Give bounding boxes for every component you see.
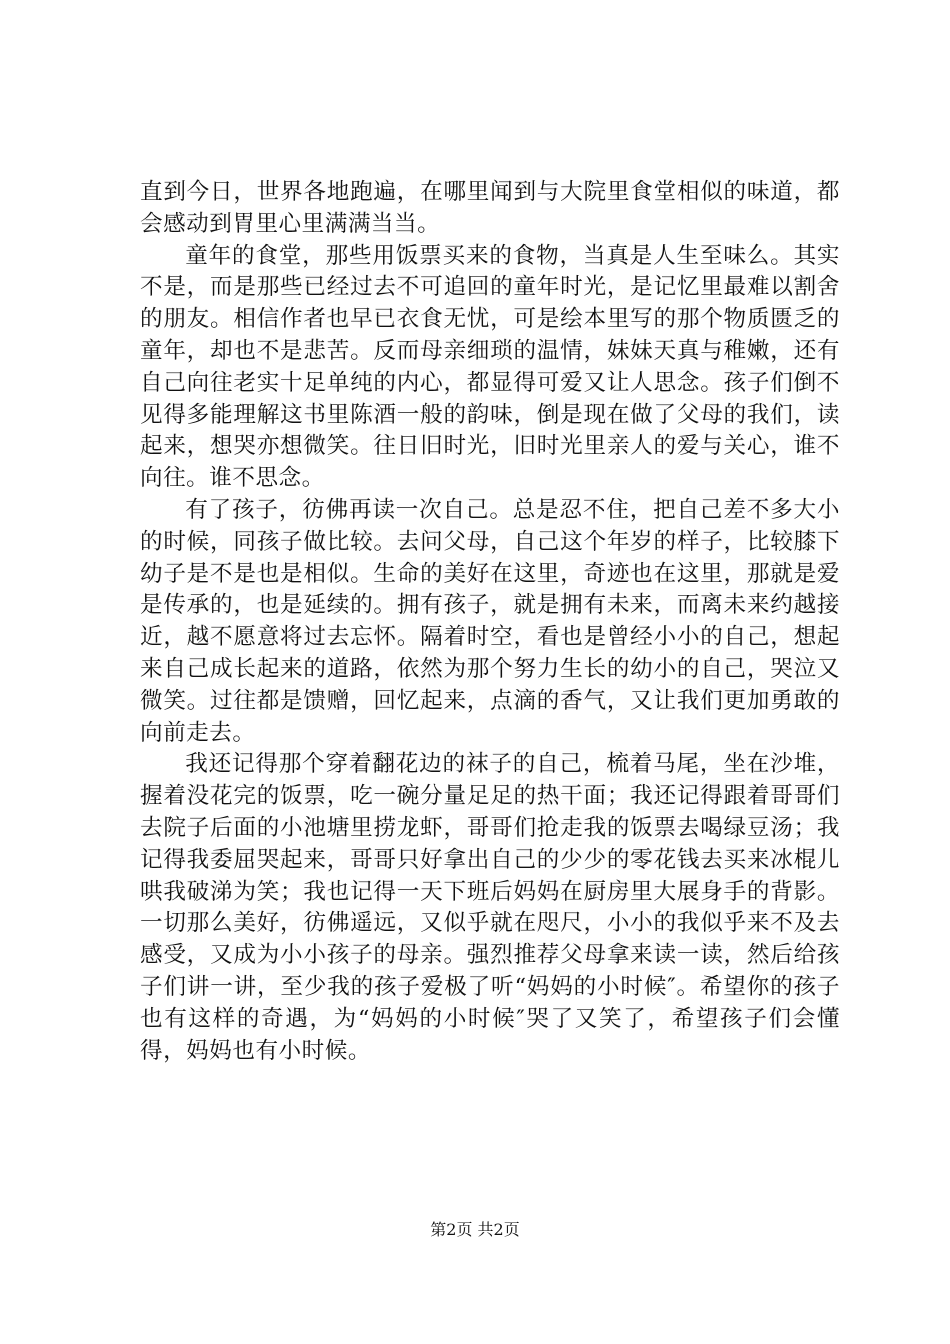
paragraph-3: 有了孩子，彷佛再读一次自己。总是忍不住，把自己差不多大小的时候，同孩子做比较。去问父母，自己这个年岁的样子，比较膝下幼子是不是也是相似。生命的美好在这里，奇迹也在这里，那就是爱是传承的，也是延续的。拥有孩子，就是拥有未来，而离未来约越接近，越不愿意将过去忘怀。隔着时空，看也是曾经小小的自己，想起来自己成长起来的道路，依然为那个努力生长的幼小的自己，哭泣又微笑。过往都是馈赠，回忆起来，点滴的香气，又让我们更加勇敢的向前走去。 (140, 496, 840, 746)
paragraph-4: 我还记得那个穿着翻花边的袜子的自己，梳着马尾，坐在沙堆，握着没花完的饭票，吃一碗分量足足的热干面；我还记得跟着哥哥们去院子后面的小池塘里捞龙虾，哥哥们抢走我的饭票去喝绿豆汤；我记得我委屈哭起来，哥哥只好拿出自己的少少的零花钱去买来冰棍儿哄我破涕为笑；我也记得一天下班后妈妈在厨房里大展身手的背影。一切那么美好，彷佛遥远，又似乎就在咫尺，小小的我似乎来不及去感受，又成为小小孩子的母亲。强烈推荐父母拿来读一读，然后给孩子们讲一讲，至少我的孩子爱极了听“妈妈的小时候″。希望你的孩子也有这样的奇遇，为“妈妈的小时候″哭了又笑了，希望孩子们会懂得，妈妈也有小时候。 (140, 751, 840, 1064)
paragraph-1: 直到今日，世界各地跑遍，在哪里闻到与大院里食堂相似的味道，都会感动到胃里心里满满当当。 (140, 179, 840, 237)
document-body (140, 177, 840, 1067)
page-footer: 第2页 共2页 (430, 1220, 520, 1239)
paragraph-2: 童年的食堂，那些用饭票买来的食物，当真是人生至味么。其实不是，而是那些已经过去不可追回的童年时光，是记忆里最难以割舍的朋友。相信作者也早已衣食无忧，可是绘本里写的那个物质匮乏的童年，却也不是悲苦。反而母亲细琐的温情，妹妹天真与稚嫩，还有自己向往老实十足单纯的内心，都显得可爱又让人思念。孩子们倒不见得多能理解这书里陈酒一般的韵味，倒是现在做了父母的我们，读起来，想哭亦想微笑。往日旧时光，旧时光里亲人的爱与关心，谁不向往。谁不思念。 (140, 242, 840, 492)
